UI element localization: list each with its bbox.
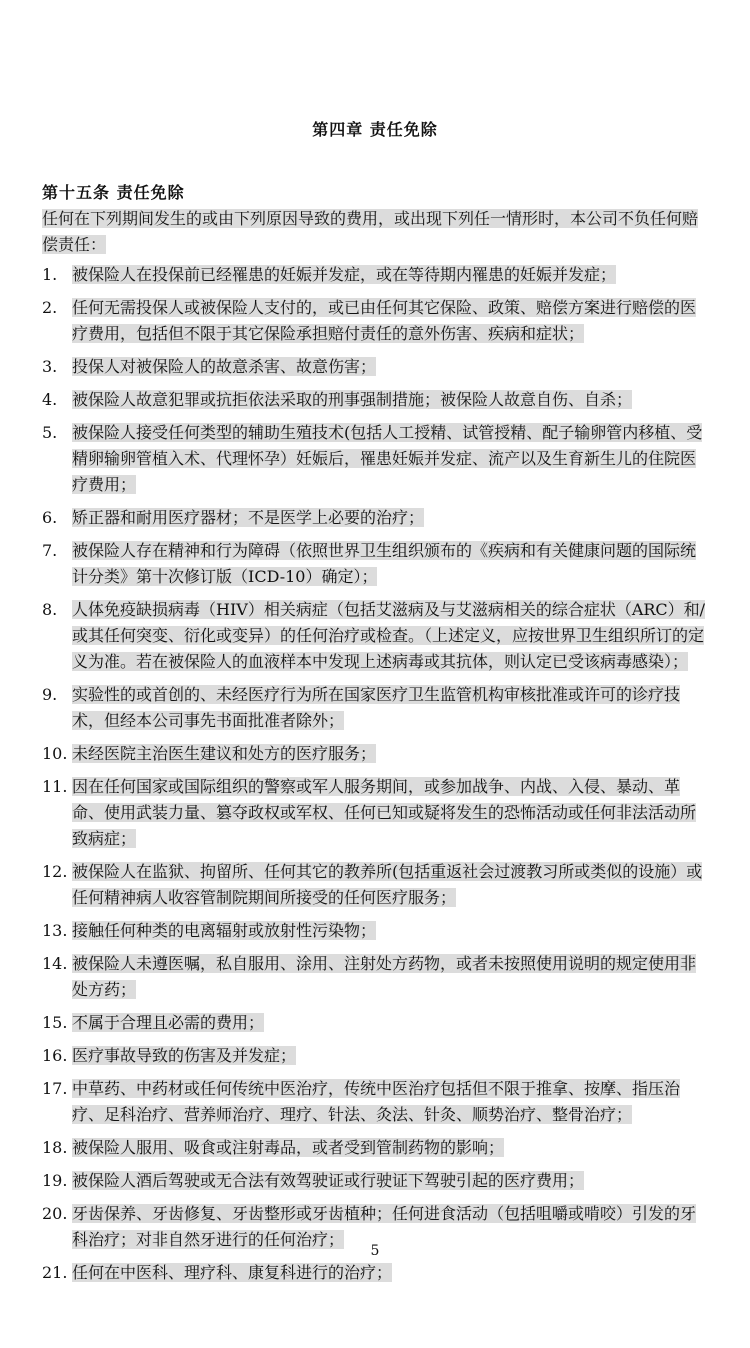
item-text: 被保险人酒后驾驶或无合法有效驾驶证或行驶证下驾驶引起的医疗费用； [72,1171,585,1190]
item-text: 被保险人服用、吸食或注射毒品，或者受到管制药物的影响； [72,1138,505,1157]
exclusion-item [42,387,710,413]
exclusion-item [42,1135,710,1161]
item-number: 19. [42,1171,68,1190]
chapter-title: 第四章 责任免除 [312,120,438,139]
item-text-block [72,774,710,852]
item-number: 21. [42,1263,68,1282]
exclusion-item [42,295,710,347]
item-number: 10. [42,744,68,763]
exclusion-item [42,741,710,767]
item-number: 20. [42,1204,68,1223]
exclusion-item [42,597,710,675]
item-text-block [72,1043,710,1069]
item-text: 被保险人存在精神和行为障碍（依照世界卫生组织颁布的《疾病和有关健康问题的国际统计分类》第十次修订版（ICD-10）确定）； [72,541,697,586]
item-text: 医疗事故导致的伤害及并发症； [72,1046,297,1065]
exclusion-item [42,1076,710,1128]
item-number: 2. [42,298,58,317]
item-text: 不属于合理且必需的费用； [72,1013,265,1032]
page-number: 5 [370,1243,380,1259]
exclusion-item [42,262,710,288]
item-text-block [72,1076,710,1128]
exclusion-item [42,682,710,734]
item-text-block [72,387,710,413]
exclusion-item [42,1260,710,1286]
exclusion-item [42,859,710,911]
exclusion-item [42,505,710,531]
exclusion-item [42,951,710,1003]
item-text-block [72,951,710,1003]
item-text: 被保险人未遵医嘱，私自服用、涂用、注射处方药物，或者未按照使用说明的规定使用非处方药； [72,954,697,999]
item-text: 矫正器和耐用医疗器材；不是医学上必要的治疗； [72,508,425,527]
item-text: 牙齿保养、牙齿修复、牙齿整形或牙齿植种；任何进食活动（包括咀嚼或啃咬）引发的牙科治疗；对非自然牙进行的任何治疗； [72,1204,697,1249]
item-text: 接触任何种类的电离辐射或放射性污染物； [72,921,377,940]
exclusion-item [42,774,710,852]
item-text: 因在任何国家或国际组织的警察或军人服务期间，或参加战争、内战、入侵、暴动、革命、使用武装力量、篡夺政权或军权、任何已知或疑将发生的恐怖活动或任何非法活动所致病症； [72,777,697,848]
item-text: 被保险人故意犯罪或抗拒依法采取的刑事强制措施；被保险人故意自伤、自杀； [72,390,633,409]
item-text-block [72,1168,710,1194]
item-text-block [72,859,710,911]
item-text-block [72,597,710,675]
item-number: 5. [42,423,58,442]
exclusion-item [42,918,710,944]
intro-paragraph [42,206,710,258]
item-text: 实验性的或首创的、未经医疗行为所在国家医疗卫生监管机构审核批准或许可的诊疗技术，但经本公司事先书面批准者除外； [72,685,681,730]
item-text: 投保人对被保险人的故意杀害、故意伤害； [72,357,377,376]
item-text: 被保险人接受任何类型的辅助生殖技术(包括人工授精、试管授精、配子输卵管内移植、受精卵输卵管植入术、代理怀孕）妊娠后，罹患妊娠并发症、流产以及生育新生儿的住院医疗费用； [72,423,703,494]
exclusion-item [42,354,710,380]
exclusion-item [42,538,710,590]
item-text-block [72,505,710,531]
item-text-block [72,1010,710,1036]
item-number: 15. [42,1013,68,1032]
exclusion-item [42,420,710,498]
item-text-block [72,918,710,944]
item-text-block [72,295,710,347]
item-number: 8. [42,600,58,619]
item-number: 7. [42,541,58,560]
item-number: 9. [42,685,58,704]
item-number: 12. [42,862,68,881]
item-text-block [72,420,710,498]
item-number: 18. [42,1138,68,1157]
item-number: 6. [42,508,58,527]
item-text-block [72,741,710,767]
item-text-block [72,354,710,380]
item-number: 4. [42,390,58,409]
item-text-block [72,682,710,734]
item-text: 任何在中医科、理疗科、康复科进行的治疗； [72,1263,393,1282]
exclusion-item [42,1168,710,1194]
item-text: 人体免疫缺损病毒（HIV）相关病症（包括艾滋病及与艾滋病相关的综合症状（ARC）和/或其任何突变、衍化或变异）的任何治疗或检查。（上述定义，应按世界卫生组织所订的定义为准。若在被保险人的血液样本中发现上述病毒或其抗体，则认定已受该病毒感染）； [72,600,706,671]
item-number: 17. [42,1079,68,1098]
item-text: 任何无需投保人或被保险人支付的，或已由任何其它保险、政策、赔偿方案进行赔偿的医疗费用，包括但不限于其它保险承担赔付责任的意外伤害、疾病和症状； [72,298,697,343]
item-text-block [72,1260,710,1286]
item-number: 11. [42,777,68,796]
item-text-block [72,538,710,590]
item-text-block [72,262,710,288]
item-number: 14. [42,954,68,973]
item-text: 被保险人在监狱、拘留所、任何其它的教养所(包括重返社会过渡教习所或类似的设施）或任何精神病人收容管制院期间所接受的任何医疗服务； [72,862,703,907]
item-number: 16. [42,1046,68,1065]
exclusion-item [42,1043,710,1069]
item-text: 未经医院主治医生建议和处方的医疗服务； [72,744,377,763]
item-number: 1. [42,265,58,284]
article-title: 第十五条 责任免除 [42,183,185,202]
item-number: 13. [42,921,68,940]
exclusion-item [42,1010,710,1036]
item-text: 中草药、中药材或任何传统中医治疗，传统中医治疗包括但不限于推拿、按摩、指压治疗、足科治疗、营养师治疗、理疗、针法、灸法、针灸、顺势治疗、整骨治疗； [72,1079,681,1124]
item-text: 被保险人在投保前已经罹患的妊娠并发症，或在等待期内罹患的妊娠并发症； [72,265,617,284]
item-number: 3. [42,357,58,376]
exclusion-list [42,262,710,1293]
item-text-block [72,1135,710,1161]
intro-text: 任何在下列期间发生的或由下列原因导致的费用，或出现下列任一情形时，本公司不负任何赔偿责任： [42,209,699,254]
